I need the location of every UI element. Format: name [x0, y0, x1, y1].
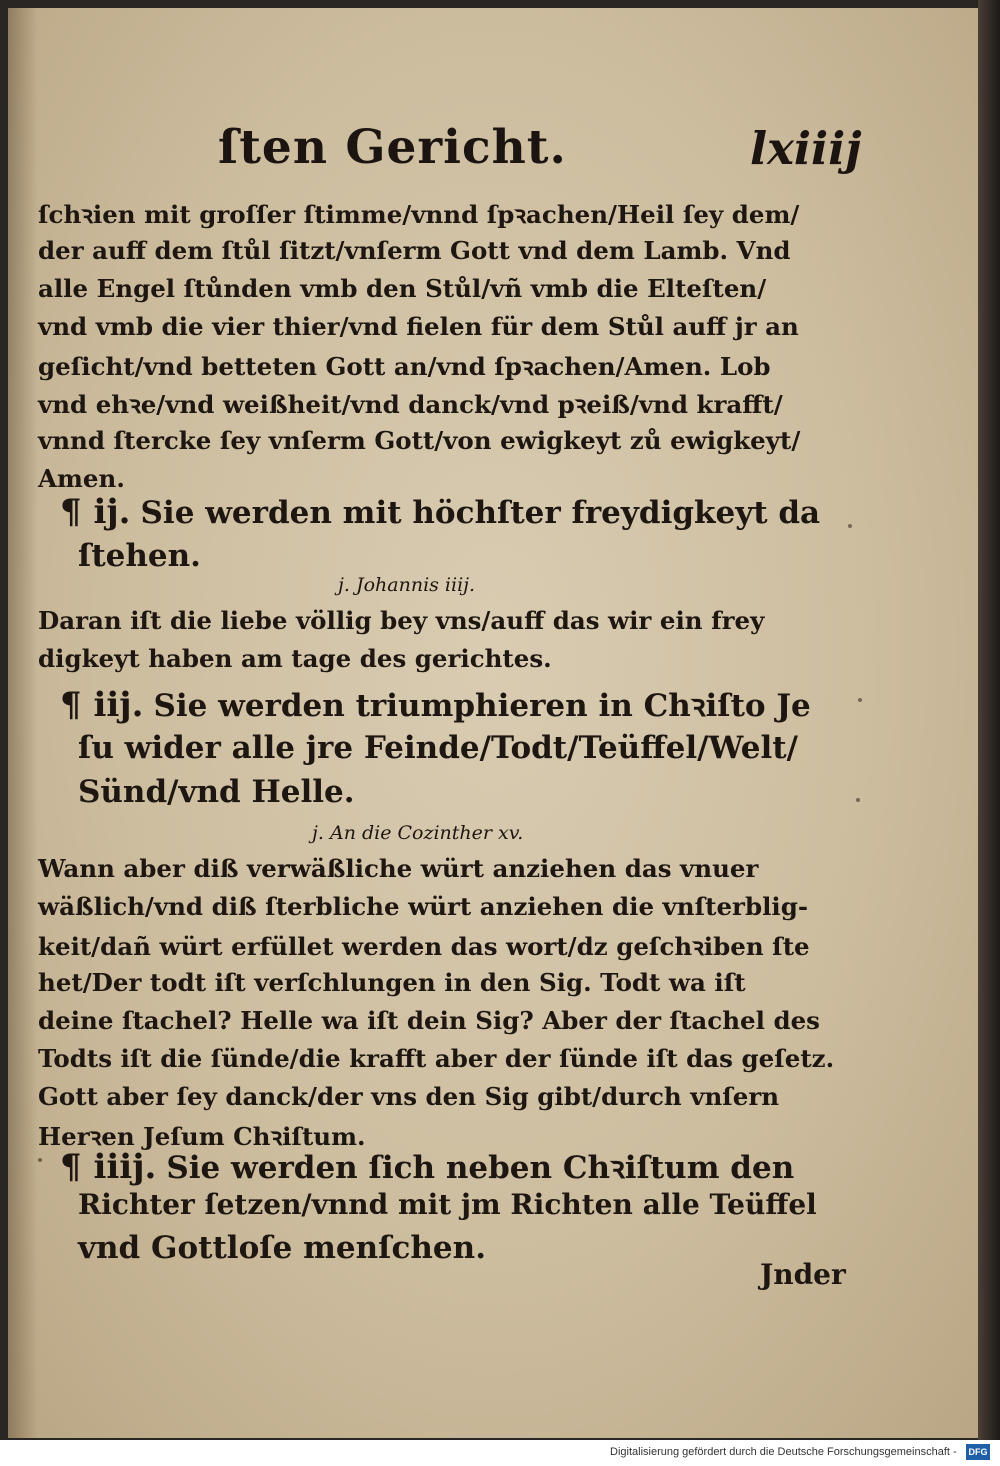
text-line: Amen.	[38, 464, 125, 493]
heading-line: ſu wider alle jre Feinde/Todt/Teüffel/Welt/	[78, 730, 798, 766]
text-line: vnd ehꝛe/vnd weißheit/vnd danck/vnd pꝛeiß/vnd krafft/	[38, 390, 783, 419]
text-line: ſchꝛien mit groſſer ſtimme/vnnd ſpꝛachen/Heil ſey dem/	[38, 200, 800, 229]
digitization-footer	[0, 1440, 1000, 1466]
paragraph-mark: ¶ iij.	[60, 685, 144, 725]
book-page	[8, 8, 978, 1438]
text-line: Todts iſt die ſünde/die krafft aber der ſünde iſt das geſetz.	[38, 1044, 835, 1073]
text-line: keit/dañ würt erfüllet werden das wort/dz geſchꝛiben ſte	[38, 932, 810, 961]
text-line: geſicht/vnd betteten Gott an/vnd ſpꝛachen/Amen. Lob	[38, 352, 771, 381]
text-line: vnnd ſtercke ſey vnſerm Gott/von ewigkeyt zů ewigkeyt/	[38, 426, 801, 455]
heading-line: Sie werden mit höchſter freydigkeyt da	[140, 495, 821, 531]
heading-line: vnd Gottloſe menſchen.	[78, 1230, 486, 1266]
paragraph-mark: ¶ iiij.	[60, 1147, 157, 1187]
text-line: Daran iſt die liebe völlig bey vns/auff das wir ein frey	[38, 606, 765, 635]
section-heading	[60, 684, 811, 726]
text-line: digkeyt haben am tage des gerichtes.	[38, 644, 552, 673]
heading-line: ſtehen.	[78, 538, 201, 574]
scripture-reference: j. An die Cozinther xv.	[312, 822, 524, 844]
heading-line: Richter ſetzen/vnnd mit jm Richten alle Teüffel	[78, 1188, 817, 1221]
text-line: vnd vmb die vier thier/vnd fielen für dem Stůl auff jr an	[38, 312, 799, 341]
section-heading	[60, 492, 820, 532]
text-line: Wann aber diß verwäßliche würt anziehen das vnuer	[38, 854, 759, 883]
scripture-reference: j. Johannis iiij.	[338, 574, 476, 596]
text-line: deine ſtachel? Helle wa iſt dein Sig? Aber der ſtachel des	[38, 1006, 820, 1035]
text-line: wäßlich/vnd diß ſterbliche würt anziehen die vnſterblig-	[38, 892, 809, 921]
paper-speck	[848, 524, 852, 528]
page-edge-shadow	[8, 8, 38, 1438]
dfg-logo: DFG	[966, 1444, 990, 1460]
paragraph-mark: ¶ ij.	[60, 492, 131, 532]
text-line: alle Engel ſtůnden vmb den Stůl/vñ vmb die Elteſten/	[38, 274, 767, 303]
heading-line: Sie werden triumphieren in Chꝛiſto Je	[153, 688, 811, 724]
heading-line: Sie werden ſich neben Chꝛiſtum den	[166, 1150, 795, 1186]
text-line: der auff dem ſtůl ſitzt/vnſerm Gott vnd dem Lamb. Vnd	[38, 236, 791, 265]
text-line: Gott aber ſey danck/der vns den Sig gibt/durch vnſern	[38, 1082, 780, 1111]
catchword: Jnder	[760, 1258, 846, 1291]
paper-speck	[858, 698, 862, 702]
footer-credit: Digitalisierung gefördert durch die Deutsche Forschungsgemeinschaft -	[610, 1446, 957, 1458]
book-spine	[978, 0, 1000, 1440]
section-heading	[60, 1146, 794, 1188]
paper-speck	[856, 798, 860, 802]
running-head-title: ſten Gericht.	[218, 120, 567, 175]
paper-speck	[38, 1158, 42, 1162]
folio-number: lxiiij	[750, 122, 862, 175]
text-line: het/Der todt iſt verſchlungen in den Sig. Todt wa iſt	[38, 968, 746, 997]
text-line: Herꝛen Jeſum Chꝛiſtum.	[38, 1122, 366, 1151]
heading-line: Sünd/vnd Helle.	[78, 774, 355, 810]
